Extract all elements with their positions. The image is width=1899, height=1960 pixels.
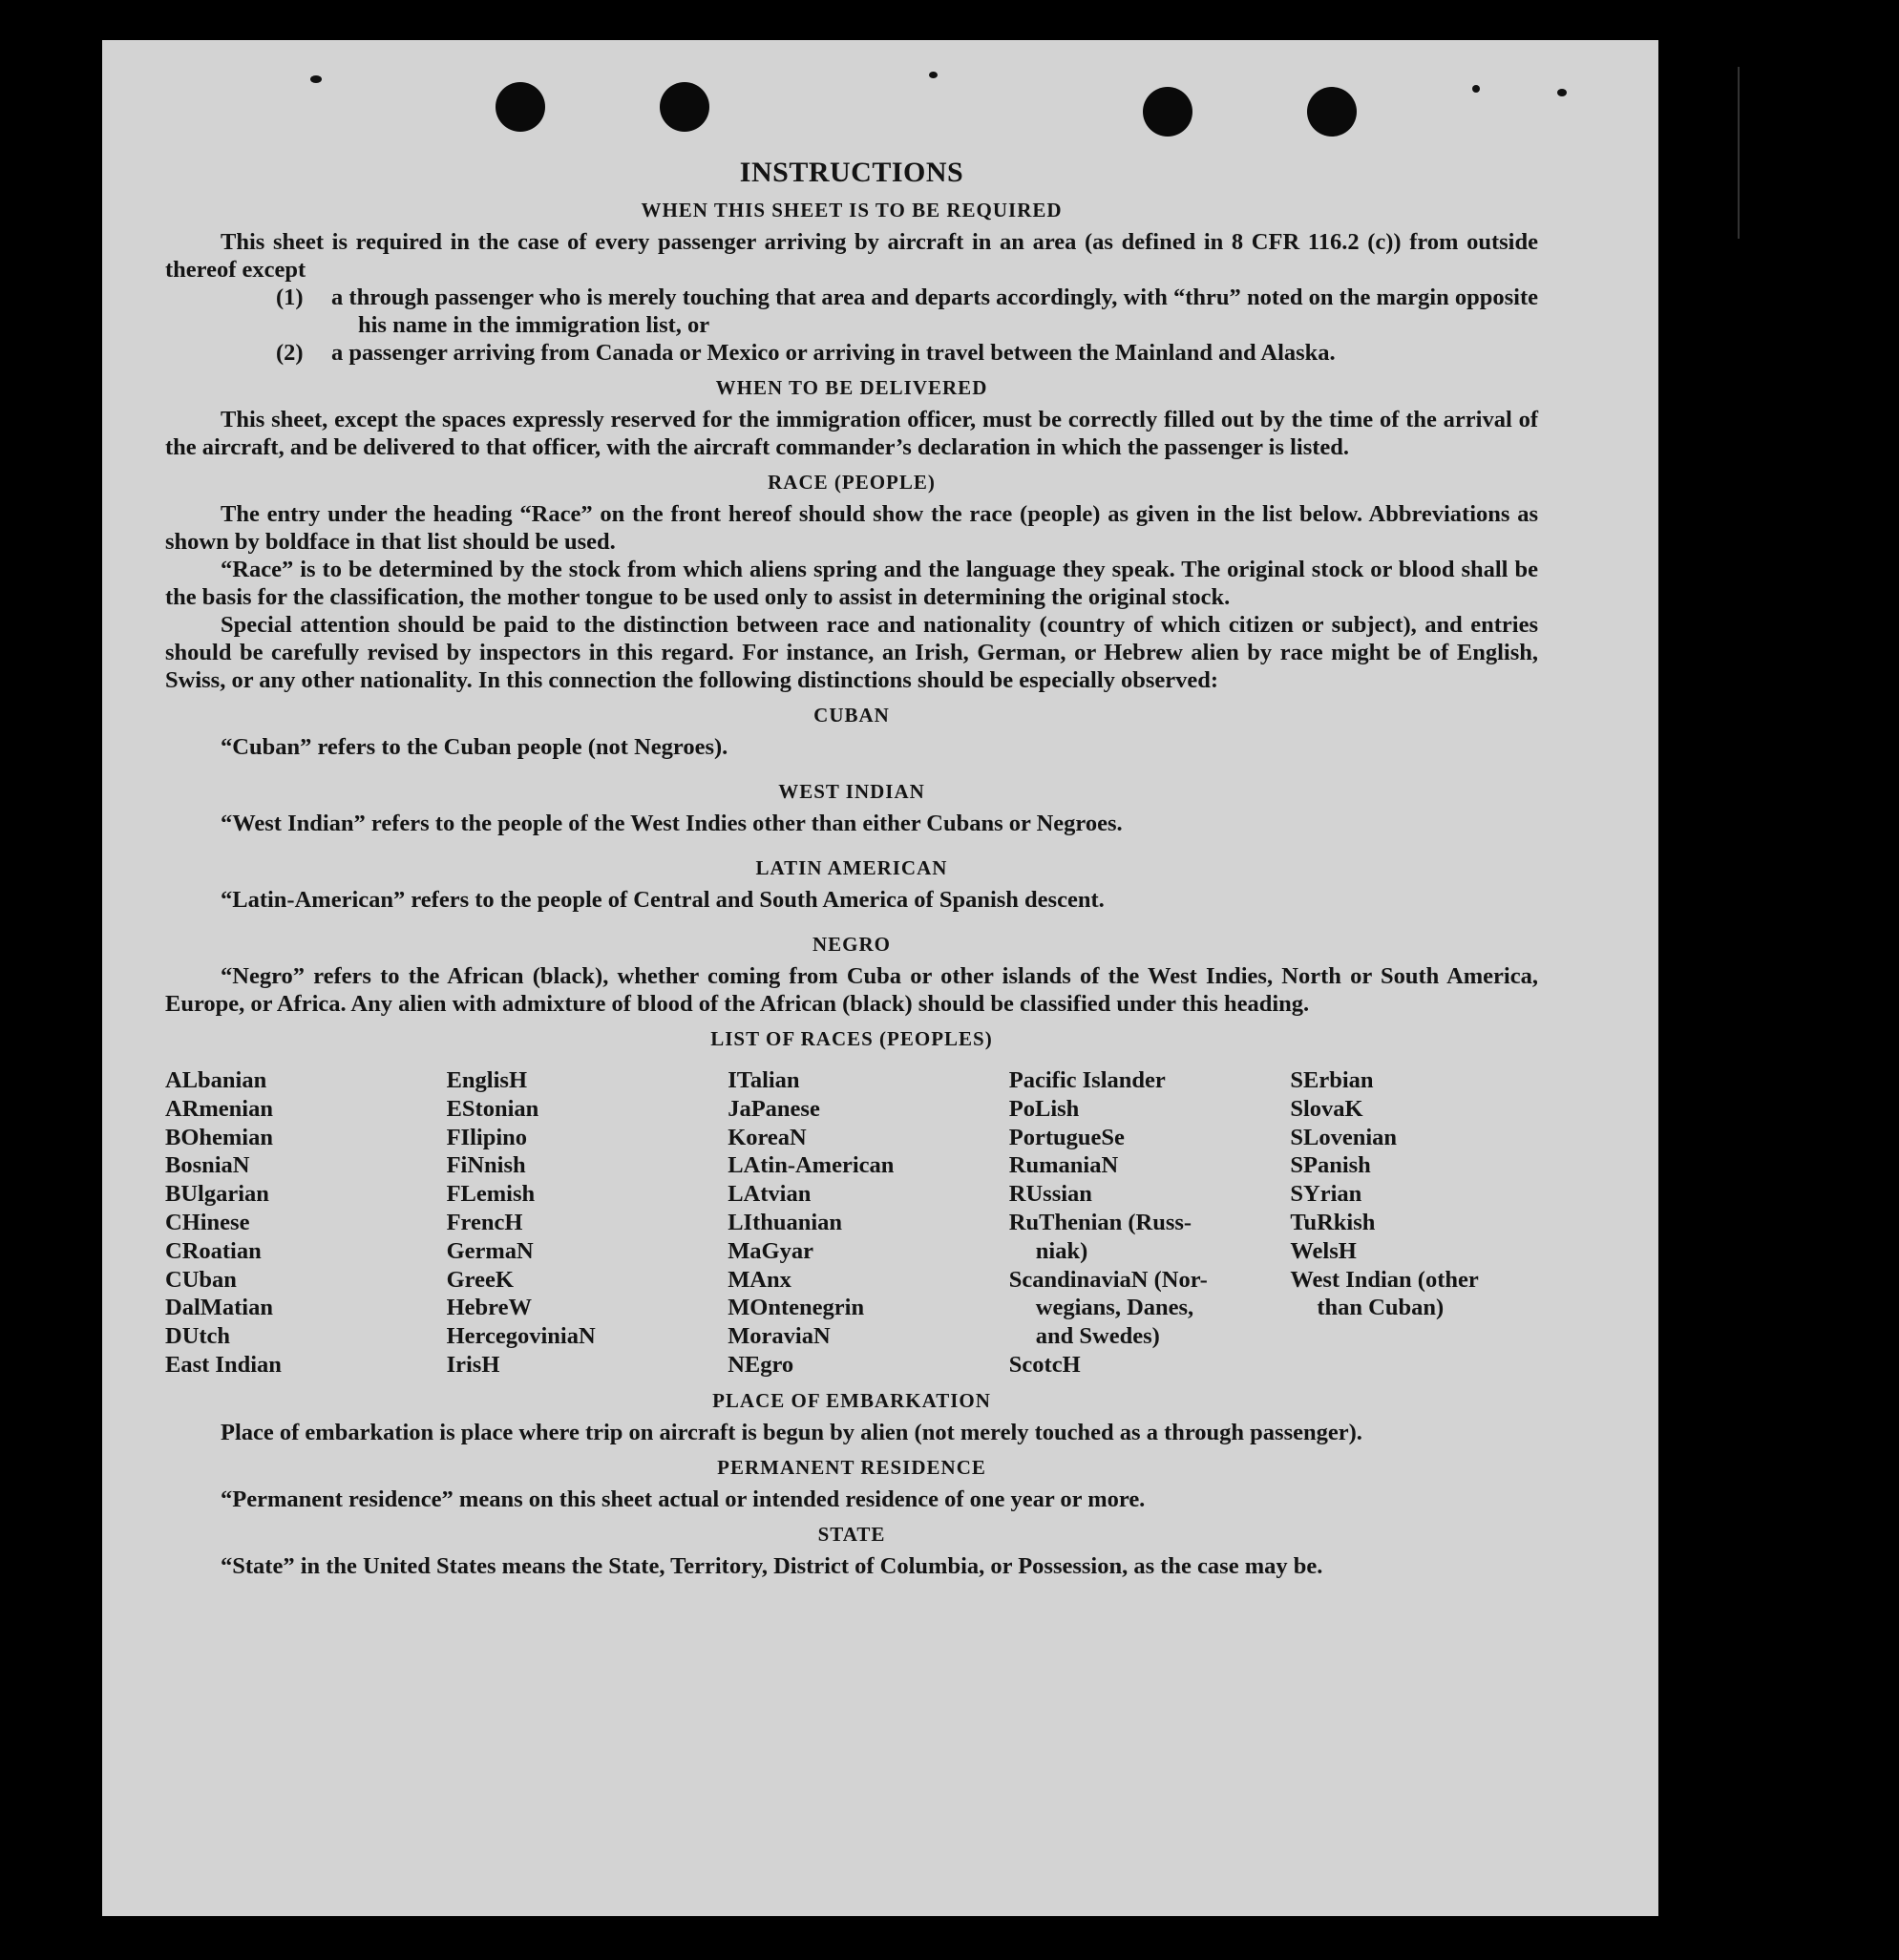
section-heading: RACE (PEOPLE)	[768, 471, 936, 494]
punch-hole	[1143, 87, 1192, 137]
section-text: This sheet, except the spaces expressly reserved for the immigration officer, must be correctly filled out by the time of the arrival of the aircraft, and be delivered to that officer, with the aircraft commander’s declaration in which the passenger is listed.	[165, 407, 1538, 460]
race-item: FiNnish	[446, 1152, 526, 1179]
section-text: “Latin-American” refers to the people of Central and South America of Spanish descent.	[221, 887, 1105, 913]
section-heading: STATE	[817, 1522, 886, 1546]
section-heading: WEST INDIAN	[778, 780, 925, 803]
section-heading: WHEN THIS SHEET IS TO BE REQUIRED	[641, 199, 1063, 221]
race-item: than Cuban)	[1317, 1295, 1445, 1321]
race-item: SPanish	[1290, 1152, 1371, 1179]
race-item: SErbian	[1290, 1067, 1374, 1093]
race-item: SLovenian	[1290, 1124, 1398, 1150]
race-item: ITalian	[728, 1067, 800, 1093]
section-heading: PERMANENT RESIDENCE	[717, 1455, 986, 1479]
scan-speck	[929, 72, 938, 78]
race-column	[1290, 1066, 1538, 1380]
race-item: MAnx	[728, 1266, 791, 1293]
race-item: LAtvian	[728, 1181, 812, 1208]
race-item: JaPanese	[728, 1095, 820, 1122]
section-heading: NEGRO	[812, 933, 891, 956]
race-item: GreeK	[446, 1266, 514, 1293]
race-item: BUlgarian	[165, 1181, 269, 1208]
race-item: PoLish	[1008, 1095, 1080, 1122]
race-item: RuThenian (Russ-	[1008, 1209, 1192, 1235]
race-item: DalMatian	[165, 1295, 273, 1321]
race-item: EStonian	[446, 1095, 539, 1122]
race-item: LAtin-American	[728, 1152, 895, 1179]
race-item: WelsH	[1290, 1237, 1357, 1264]
section-text: “West Indian” refers to the people of the West Indies other than either Cubans or Negroes.	[221, 811, 1123, 836]
race-item: East Indian	[165, 1351, 282, 1378]
film-edge-mark	[1738, 67, 1740, 239]
race-item: ScotcH	[1008, 1351, 1081, 1378]
race-item: SlovaK	[1290, 1095, 1363, 1122]
section-heading: CUBAN	[813, 704, 890, 727]
item-number: (2)	[276, 340, 304, 366]
race-item: MaGyar	[728, 1237, 813, 1264]
race-item: DUtch	[165, 1323, 231, 1350]
document-page	[102, 40, 1658, 1916]
item-number: (1)	[276, 285, 304, 310]
race-item: BosniaN	[165, 1152, 250, 1179]
race-item: West Indian (other	[1290, 1266, 1479, 1293]
race-column	[728, 1066, 1009, 1380]
race-item: HercegoviniaN	[446, 1323, 596, 1350]
race-item: FrencH	[446, 1209, 523, 1235]
race-item: CHinese	[165, 1209, 250, 1235]
instructions-body	[165, 157, 1538, 1580]
race-item: HebreW	[446, 1295, 532, 1321]
race-item: CUban	[165, 1266, 237, 1293]
section-text: This sheet is required in the case of every passenger arriving by aircraft in an area (as defined in 8 CFR 116.2 (c)) from outside thereof except	[165, 229, 1538, 283]
section-text: “Permanent residence” means on this sheet actual or intended residence of one year or more.	[221, 1486, 1146, 1512]
punch-hole	[1307, 87, 1357, 137]
race-item: SYrian	[1290, 1181, 1362, 1208]
race-item: MoraviaN	[728, 1323, 831, 1350]
race-item: LIthuanian	[728, 1209, 843, 1235]
race-list	[165, 1066, 1538, 1380]
race-item: BOhemian	[165, 1124, 273, 1150]
section-text: “Negro” refers to the African (black), whether coming from Cuba or other islands of the West Indies, North or South America, Europe, or Africa. Any alien with admixture of blood of the African (black) should be classified under this heading.	[165, 963, 1538, 1017]
race-item: CRoatian	[165, 1237, 262, 1264]
section-heading: WHEN TO BE DELIVERED	[715, 376, 988, 399]
section-text: “Cuban” refers to the Cuban people (not Negroes).	[221, 734, 728, 760]
punch-hole	[496, 82, 545, 132]
section-text: “State” in the United States means the State, Territory, District of Columbia, or Possession, as the case may be.	[221, 1552, 1323, 1579]
race-item: ARmenian	[165, 1095, 273, 1122]
section-text: “Race” is to be determined by the stock from which aliens spring and the language they speak. The original stock or blood shall be the basis for the classification, the mother tongue to be used only to assist in determining the original stock.	[165, 557, 1538, 610]
race-item: FIlipino	[446, 1124, 528, 1150]
race-item: RumaniaN	[1008, 1152, 1119, 1179]
race-item: ScandinaviaN (Nor-	[1008, 1266, 1208, 1293]
race-item: FLemish	[446, 1181, 536, 1208]
punch-hole	[660, 82, 709, 132]
race-item: KoreaN	[728, 1124, 807, 1150]
scan-speck	[1557, 89, 1567, 96]
item-text: a passenger arriving from Canada or Mexico or arriving in travel between the Mainland and Alaska.	[331, 340, 1336, 366]
race-column	[447, 1066, 728, 1380]
race-item: RUssian	[1008, 1181, 1092, 1208]
race-item: niak)	[1035, 1237, 1088, 1264]
race-item: EnglisH	[446, 1067, 528, 1093]
section-heading: LIST OF RACES (PEOPLES)	[710, 1027, 993, 1050]
section-heading: PLACE OF EMBARKATION	[712, 1388, 991, 1412]
race-item: MOntenegrin	[728, 1295, 865, 1321]
exception-item	[276, 339, 1538, 367]
race-item: GermaN	[446, 1237, 534, 1264]
race-item: and Swedes)	[1035, 1323, 1160, 1350]
race-column	[1009, 1066, 1291, 1380]
race-item: NEgro	[728, 1351, 794, 1378]
race-item: Pacific Islander	[1008, 1067, 1166, 1093]
item-text: a through passenger who is merely touching that area and departs accordingly, with “thru” noted on the margin opposite his name in the immigration list, or	[331, 285, 1538, 338]
race-item: TuRkish	[1290, 1209, 1376, 1235]
scan-speck	[310, 75, 322, 83]
race-item: PortugueSe	[1008, 1124, 1125, 1150]
race-column	[165, 1066, 447, 1380]
race-item: wegians, Danes,	[1035, 1295, 1194, 1321]
race-item: ALbanian	[165, 1067, 267, 1093]
scan-speck	[1472, 85, 1480, 93]
section-text: The entry under the heading “Race” on the front hereof should show the race (people) as given in the list below. Abbreviations as shown by boldface in that list should be used.	[165, 501, 1538, 555]
race-item: IrisH	[446, 1351, 500, 1378]
section-heading: LATIN AMERICAN	[755, 856, 948, 879]
page-title: INSTRUCTIONS	[739, 157, 964, 188]
section-text: Place of embarkation is place where trip on aircraft is begun by alien (not merely touched as a through passenger).	[221, 1419, 1362, 1445]
section-text: Special attention should be paid to the distinction between race and nationality (country of which citizen or subject), and entries should be carefully revised by inspectors in this regard. For instance, an Irish, German, or Hebrew alien by race might be of English, Swiss, or any other nationality. In this connection the following distinctions should be especially observed:	[165, 612, 1538, 693]
exception-item	[276, 284, 1538, 339]
